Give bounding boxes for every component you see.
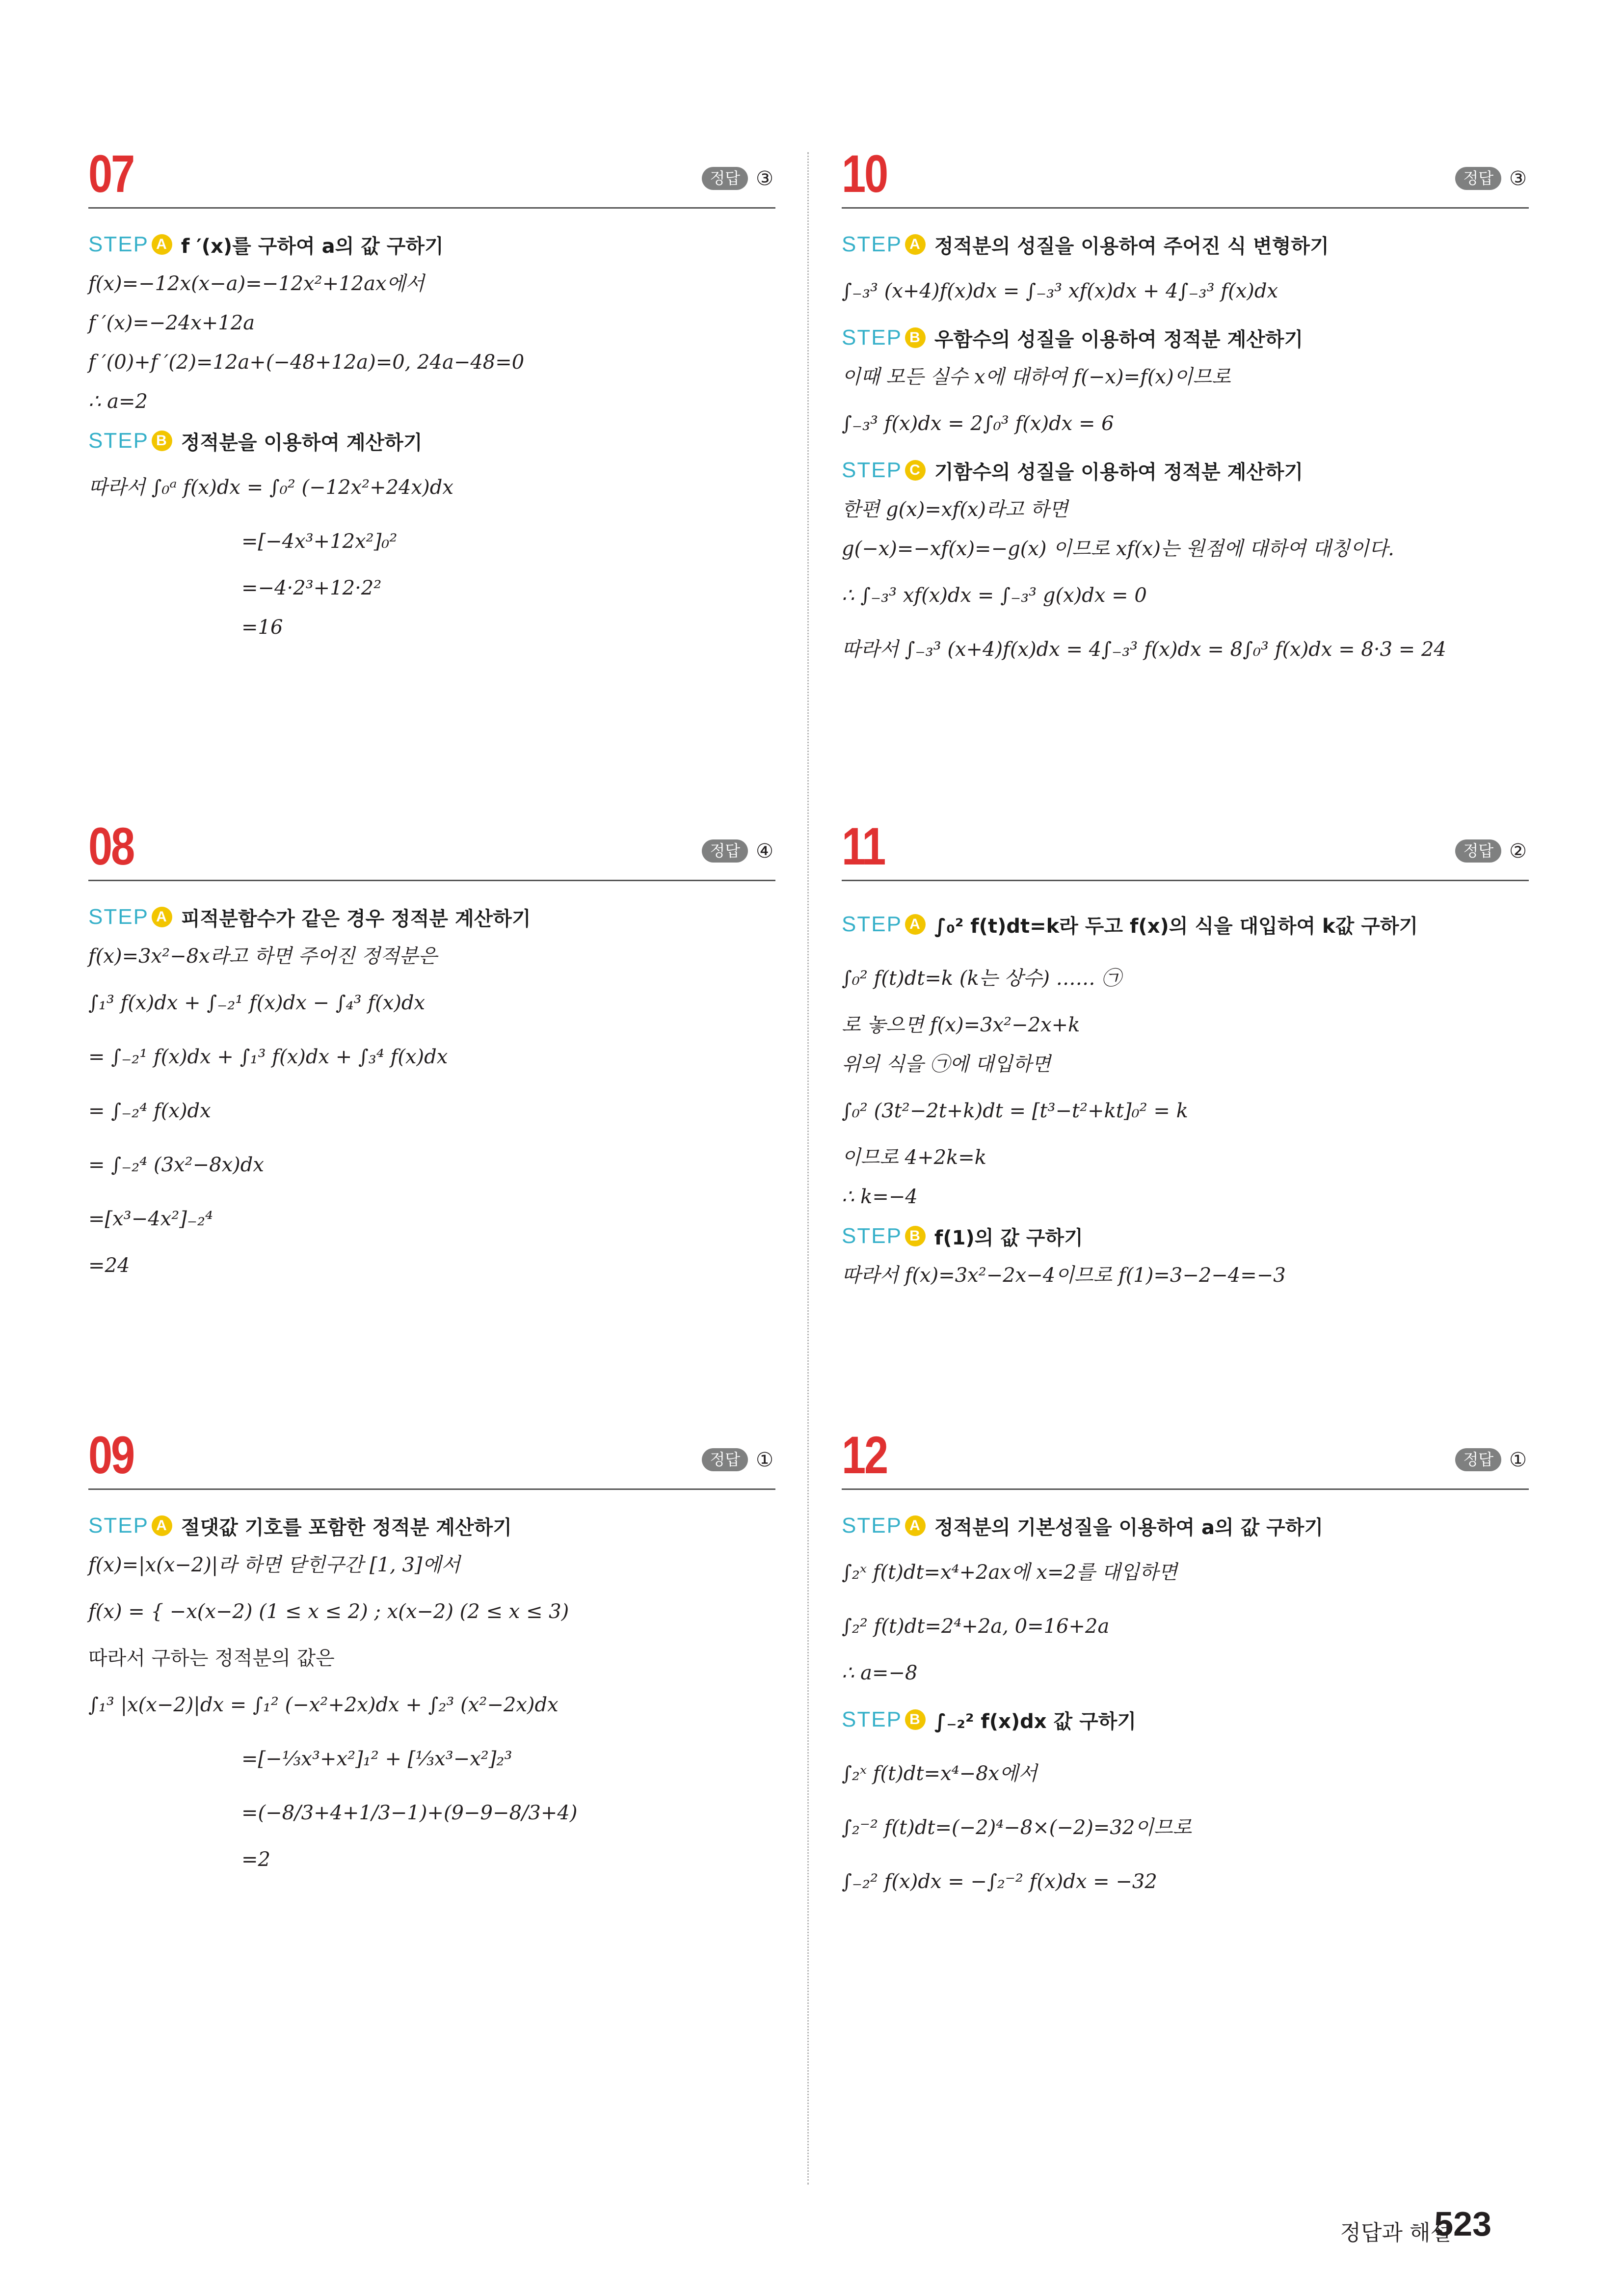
- math-line: 위의 식을 ㉠에 대입하면: [842, 1053, 1051, 1076]
- step-letter-badge: B: [905, 1709, 926, 1730]
- step-label: STEP B: [842, 325, 926, 350]
- step-label: STEP A: [88, 232, 172, 257]
- header-rule: [88, 1488, 775, 1490]
- problem-12: [842, 1425, 1529, 2091]
- problem-11: [842, 816, 1529, 1384]
- step-letter-badge: B: [905, 327, 926, 348]
- math-line: ∫₋₂² f(x)dx = −∫₂⁻² f(x)dx = −32: [842, 1870, 1157, 1893]
- step-label: STEP A: [842, 912, 926, 937]
- step-label: STEP A: [842, 232, 926, 257]
- math-line: ∫₁³ |x(x−2)|dx = ∫₁² (−x²+2x)dx + ∫₂³ (x²−2x)dx: [88, 1694, 559, 1716]
- math-line: 로 놓으면 f(x)=3x²−2x+k: [842, 1014, 1080, 1036]
- step-title: 절댓값 기호를 포함한 정적분 계산하기: [181, 1516, 512, 1539]
- math-line: f ′(0)+f ′(2)=12a+(−48+12a)=0, 24a−48=0: [88, 351, 525, 374]
- step-heading: [842, 318, 1529, 357]
- step-heading: [88, 1506, 775, 1545]
- math-line: g(−x)=−xf(x)=−g(x) 이므로 xf(x)는 원점에 대하여 대칭이다.: [842, 538, 1394, 560]
- math-line: ∴ ∫₋₃³ xf(x)dx = ∫₋₃³ g(x)dx = 0: [842, 584, 1147, 607]
- step-letter-badge: A: [905, 914, 926, 935]
- problem-number: 07: [88, 144, 133, 203]
- step-heading: [842, 1693, 1529, 1747]
- math-line: ∫₂ˣ f(t)dt=x⁴+2ax에 x=2를 대입하면: [842, 1561, 1177, 1584]
- step-heading: [842, 451, 1529, 490]
- answer-badge: 정답: [1455, 1448, 1501, 1471]
- problem-09: [88, 1425, 775, 2091]
- answer-value: ①: [1509, 1448, 1527, 1471]
- answer-value: ②: [1509, 839, 1527, 863]
- problem-number: 11: [842, 816, 885, 876]
- step-title: 정적분의 기본성질을 이용하여 a의 값 구하기: [934, 1516, 1324, 1539]
- answer-box: [702, 839, 773, 863]
- answer-value: ①: [756, 1448, 773, 1471]
- math-line: 한편 g(x)=xf(x)라고 하면: [842, 498, 1068, 521]
- problem-10: [842, 144, 1529, 761]
- math-line: 따라서 ∫₋₃³ (x+4)f(x)dx = 4∫₋₃³ f(x)dx = 8∫₀³ f(x)dx = 8·3 = 24: [842, 638, 1446, 661]
- math-line: = ∫₋₂¹ f(x)dx + ∫₁³ f(x)dx + ∫₃⁴ f(x)dx: [88, 1046, 448, 1068]
- math-line: =24: [88, 1254, 130, 1277]
- solution-body: [842, 897, 1529, 1295]
- step-heading: [88, 897, 775, 937]
- math-line: f(x)=−12x(x−a)=−12x²+12ax에서: [88, 272, 425, 295]
- answer-box: [1455, 167, 1527, 190]
- step-letter-badge: A: [905, 1515, 926, 1536]
- step-letter-badge: A: [152, 907, 172, 927]
- step-title: 기함수의 성질을 이용하여 정적분 계산하기: [934, 460, 1304, 484]
- problem-number: 08: [88, 816, 133, 876]
- step-label: STEP B: [88, 429, 172, 453]
- answer-badge: 정답: [702, 839, 748, 863]
- solution-body: [88, 897, 775, 1285]
- page-number: 523: [1434, 2205, 1491, 2243]
- step-title: f ′(x)를 구하여 a의 값 구하기: [181, 235, 444, 258]
- step-heading: [842, 897, 1529, 951]
- answer-badge: 정답: [702, 167, 748, 190]
- answer-value: ③: [1509, 167, 1527, 190]
- step-letter-badge: B: [152, 431, 172, 451]
- step-heading: [88, 421, 775, 460]
- math-line: ∫₀² f(t)dt=k (k는 상수) …… ㉠: [842, 967, 1121, 990]
- step-label: STEP B: [842, 1224, 926, 1248]
- math-line: ∴ k=−4: [842, 1186, 918, 1208]
- step-letter-badge: A: [905, 234, 926, 255]
- math-line: ∫₋₃³ (x+4)f(x)dx = ∫₋₃³ xf(x)dx + 4∫₋₃³ f(x)dx: [842, 280, 1278, 302]
- text-line: 따라서 구하는 정적분의 값은: [88, 1647, 335, 1670]
- math-line: 이므로 4+2k=k: [842, 1146, 987, 1169]
- math-line: 따라서 f(x)=3x²−2x−4이므로 f(1)=3−2−4=−3: [842, 1264, 1286, 1287]
- math-line: ∴ a=2: [88, 390, 148, 413]
- math-line: 이때 모든 실수 x에 대하여 f(−x)=f(x)이므로: [842, 366, 1231, 388]
- step-heading: [842, 225, 1529, 264]
- step-letter-badge: B: [905, 1226, 926, 1246]
- answer-badge: 정답: [1455, 167, 1501, 190]
- math-line: f(x) = { −x(x−2) (1 ≤ x ≤ 2) ; x(x−2) (2 ≤ x ≤ 3): [88, 1600, 569, 1623]
- math-line: 따라서 ∫₀ᵃ f(x)dx = ∫₀² (−12x²+24x)dx: [88, 476, 453, 499]
- step-letter-badge: A: [152, 1515, 172, 1536]
- math-line: = ∫₋₂⁴ f(x)dx: [88, 1100, 211, 1122]
- math-line: ∫₁³ f(x)dx + ∫₋₂¹ f(x)dx − ∫₄³ f(x)dx: [88, 992, 426, 1014]
- footer-label: 정답과 해설: [1340, 2220, 1451, 2245]
- math-line: =(−8/3+4+1/3−1)+(9−9−8/3+4): [241, 1802, 578, 1824]
- step-heading: [842, 1506, 1529, 1545]
- answer-box: [702, 167, 773, 190]
- step-title: 피적분함수가 같은 경우 정적분 계산하기: [181, 907, 531, 930]
- answer-badge: 정답: [702, 1448, 748, 1471]
- math-line: =[−4x³+12x²]₀²: [241, 530, 398, 553]
- header-rule: [842, 207, 1529, 209]
- step-label: STEP A: [88, 905, 172, 929]
- step-label: STEP A: [842, 1513, 926, 1538]
- step-title: f(1)의 값 구하기: [934, 1226, 1083, 1249]
- answer-badge: 정답: [1455, 839, 1501, 863]
- answer-box: [1455, 839, 1527, 863]
- step-letter-badge: A: [152, 234, 172, 255]
- header-rule: [88, 880, 775, 881]
- step-title: 우함수의 성질을 이용하여 정적분 계산하기: [934, 328, 1304, 351]
- step-heading: [88, 225, 775, 264]
- math-line: =16: [241, 616, 283, 639]
- step-title: 정적분을 이용하여 계산하기: [181, 431, 423, 454]
- problem-07: [88, 144, 775, 761]
- math-line: ∫₂⁻² f(t)dt=(−2)⁴−8×(−2)=32이므로: [842, 1816, 1192, 1839]
- math-line: ∴ a=−8: [842, 1662, 918, 1684]
- solution-body: [842, 225, 1529, 676]
- answer-box: [702, 1448, 773, 1471]
- math-line: f(x)=|x(x−2)|라 하면 닫힌구간 [1, 3]에서: [88, 1554, 460, 1576]
- math-line: f ′(x)=−24x+12a: [88, 312, 255, 334]
- solution-body: [88, 225, 775, 647]
- problem-number: 10: [842, 144, 887, 203]
- math-line: =−4·2³+12·2²: [241, 577, 382, 599]
- math-line: =2: [241, 1848, 270, 1871]
- step-title: ∫₋₂² f(x)dx 값 구하기: [934, 1710, 1137, 1733]
- step-label: STEP A: [88, 1513, 172, 1538]
- math-line: ∫₂ˣ f(t)dt=x⁴−8x에서: [842, 1762, 1038, 1785]
- answer-box: [1455, 1448, 1527, 1471]
- math-line: ∫₂² f(t)dt=2⁴+2a, 0=16+2a: [842, 1615, 1110, 1638]
- step-title: ∫₀² f(t)dt=k라 두고 f(x)의 식을 대입하여 k값 구하기: [934, 915, 1418, 938]
- header-rule: [842, 1488, 1529, 1490]
- math-line: ∫₋₃³ f(x)dx = 2∫₀³ f(x)dx = 6: [842, 412, 1114, 435]
- header-rule: [88, 207, 775, 209]
- math-line: = ∫₋₂⁴ (3x²−8x)dx: [88, 1154, 264, 1176]
- answer-value: ③: [756, 167, 773, 190]
- header-rule: [842, 880, 1529, 881]
- problem-number: 12: [842, 1425, 887, 1485]
- step-label: STEP B: [842, 1707, 926, 1732]
- column-divider: [807, 152, 809, 2185]
- solution-body: [842, 1506, 1529, 1909]
- step-label: STEP C: [842, 458, 926, 483]
- math-line: =[−⅓x³+x²]₁² + [⅓x³−x²]₂³: [241, 1748, 512, 1770]
- problem-08: [88, 816, 775, 1384]
- problem-number: 09: [88, 1425, 133, 1485]
- step-heading: [842, 1216, 1529, 1256]
- answer-value: ④: [756, 839, 773, 863]
- math-line: ∫₀² (3t²−2t+k)dt = [t³−t²+kt]₀² = k: [842, 1100, 1188, 1122]
- solution-body: [88, 1506, 775, 1879]
- math-line: f(x)=3x²−8x라고 하면 주어진 정적분은: [88, 945, 437, 968]
- math-line: =[x³−4x²]₋₂⁴: [88, 1208, 213, 1230]
- step-title: 정적분의 성질을 이용하여 주어진 식 변형하기: [934, 235, 1329, 258]
- step-letter-badge: C: [905, 460, 926, 481]
